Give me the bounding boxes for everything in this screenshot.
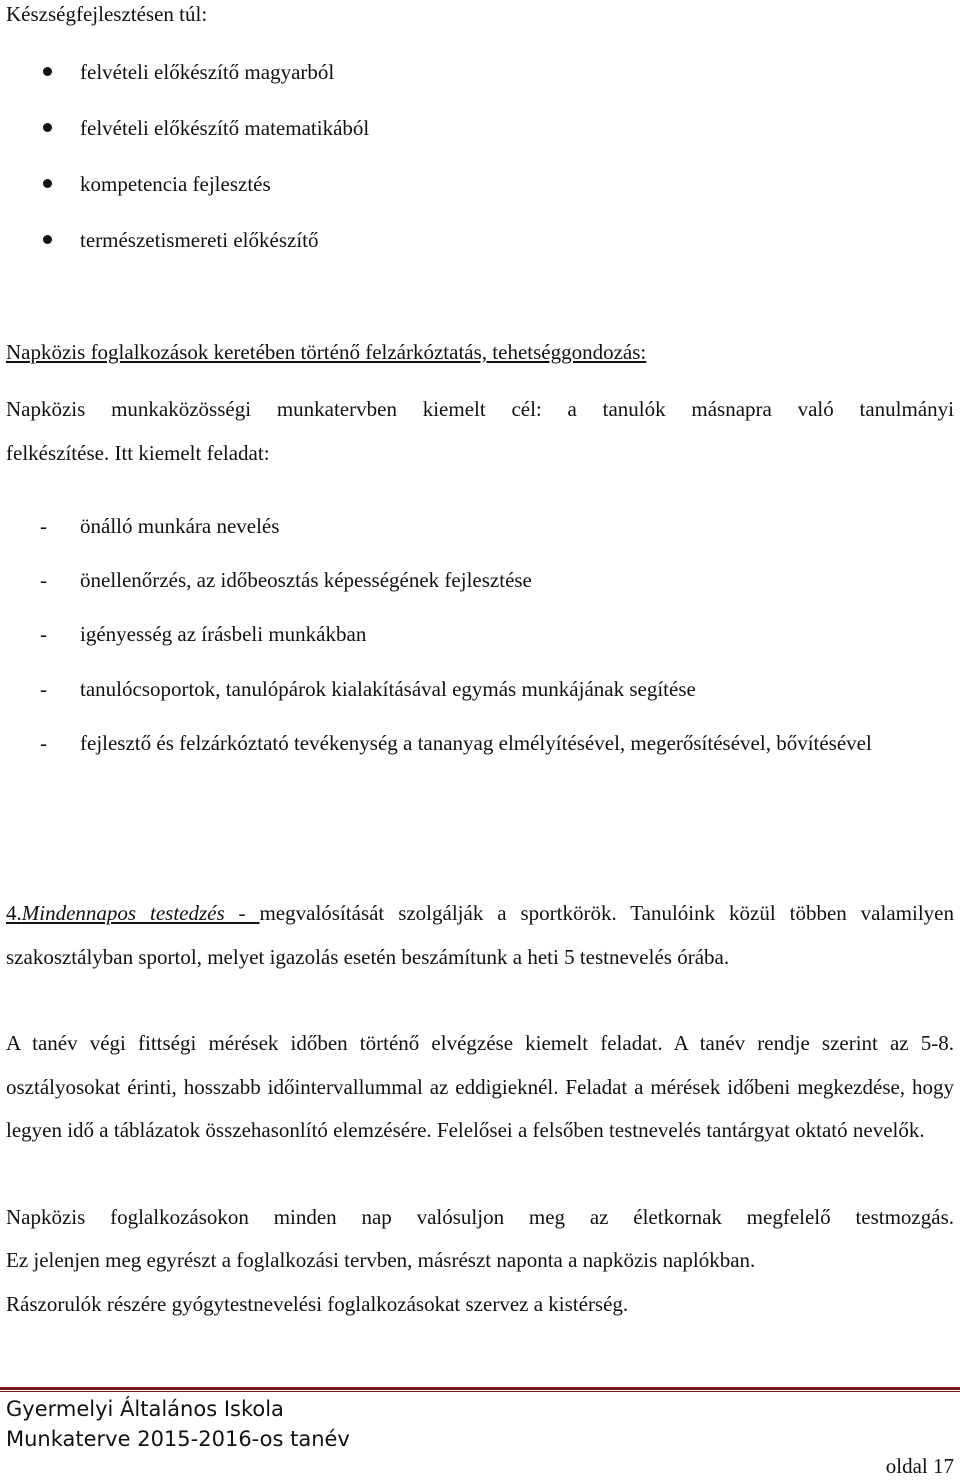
dash-marker: - bbox=[40, 622, 47, 646]
bullet-icon bbox=[43, 123, 52, 132]
section-title: Készségfejlesztésen túl: bbox=[6, 2, 208, 26]
list-item-text: önellenőrzés, az időbeosztás képességének fejlesztése bbox=[80, 568, 532, 592]
gyogytestneveles-line: Rászorulók részére gyógytestnevelési foglalkozásokat szervez a kistérség. bbox=[6, 1292, 629, 1316]
list-item-text: igényesség az írásbeli munkákban bbox=[80, 622, 367, 646]
footer-school-name: Gyermelyi Általános Iskola bbox=[6, 1397, 284, 1421]
list-item-text: tanulócsoportok, tanulópárok kialakításával egymás munkájának segítése bbox=[80, 677, 696, 701]
napkozi-movement-line: Napközis foglalkozásokon minden nap valósuljon meg az életkornak megfelelő testmozgás. bbox=[6, 1205, 954, 1229]
list-item bbox=[0, 226, 960, 256]
dash-marker: - bbox=[40, 731, 47, 755]
bullet-icon bbox=[43, 179, 52, 188]
dash-marker: - bbox=[40, 677, 47, 701]
page-number: oldal 17 bbox=[885, 1454, 954, 1478]
list-item-text: természetismereti előkészítő bbox=[80, 228, 319, 252]
list-item-text: felvételi előkészítő matematikából bbox=[80, 116, 370, 140]
sport-paragraph bbox=[6, 892, 954, 979]
list-item-text: felvételi előkészítő magyarból bbox=[80, 60, 335, 84]
napkozis-goal-line: Napközis munkaközösségi munkatervben kiemelt cél: a tanulók másnapra való tanulmányi bbox=[6, 397, 954, 421]
footer-plan-title: Munkaterve 2015-2016-os tanév bbox=[6, 1427, 350, 1451]
sport-intro: megvalósítását szolgálják a sportkörök. Tanulóink közül többen valamilyen szakosztályban sportol, melyet igazolás esetén beszámítunk a heti 5 testnevelés órába. bbox=[6, 901, 954, 969]
napkozi-movement-line: Ez jelenjen meg egyrészt a foglalkozási tervben, másrészt naponta a napközis naplókban. bbox=[6, 1248, 756, 1272]
bullet-icon bbox=[43, 235, 52, 244]
dash-marker: - bbox=[40, 568, 47, 592]
list-item-text: kompetencia fejlesztés bbox=[80, 172, 271, 196]
sport-number: 4. bbox=[6, 901, 22, 925]
fitness-paragraph: A tanév végi fittségi mérések időben történő elvégzése kiemelt feladat. A tanév rendje szerint az 5-8. osztályosokat érinti, hosszabb időintervallummal az eddigieknél. Feladat a mérések időbeni megkezdése, hogy legyen idő a táblázatok összehasonlító elemzésére. Felelősei a felsőben testnevelés tantárgyat oktató nevelők. bbox=[6, 1031, 954, 1142]
list-item-text: önálló munkára nevelés bbox=[80, 514, 280, 538]
bullet-icon bbox=[43, 67, 52, 76]
napkozis-heading: Napközis foglalkozások keretében történő felzárkóztatás, tehetséggondozás: bbox=[6, 340, 647, 364]
list-item bbox=[0, 170, 960, 200]
list-item bbox=[0, 58, 960, 88]
sport-title: Mindennapos testedzés - bbox=[21, 901, 260, 925]
napkozis-goal-line: felkészítése. Itt kiemelt feladat: bbox=[6, 441, 270, 465]
footer-divider bbox=[0, 1391, 960, 1392]
footer-divider bbox=[0, 1387, 960, 1390]
dash-marker: - bbox=[40, 514, 47, 538]
list-item-text: fejlesztő és felzárkóztató tevékenység a tananyag elmélyítésével, megerősítésével, bővítésével bbox=[80, 731, 872, 755]
list-item bbox=[0, 114, 960, 144]
